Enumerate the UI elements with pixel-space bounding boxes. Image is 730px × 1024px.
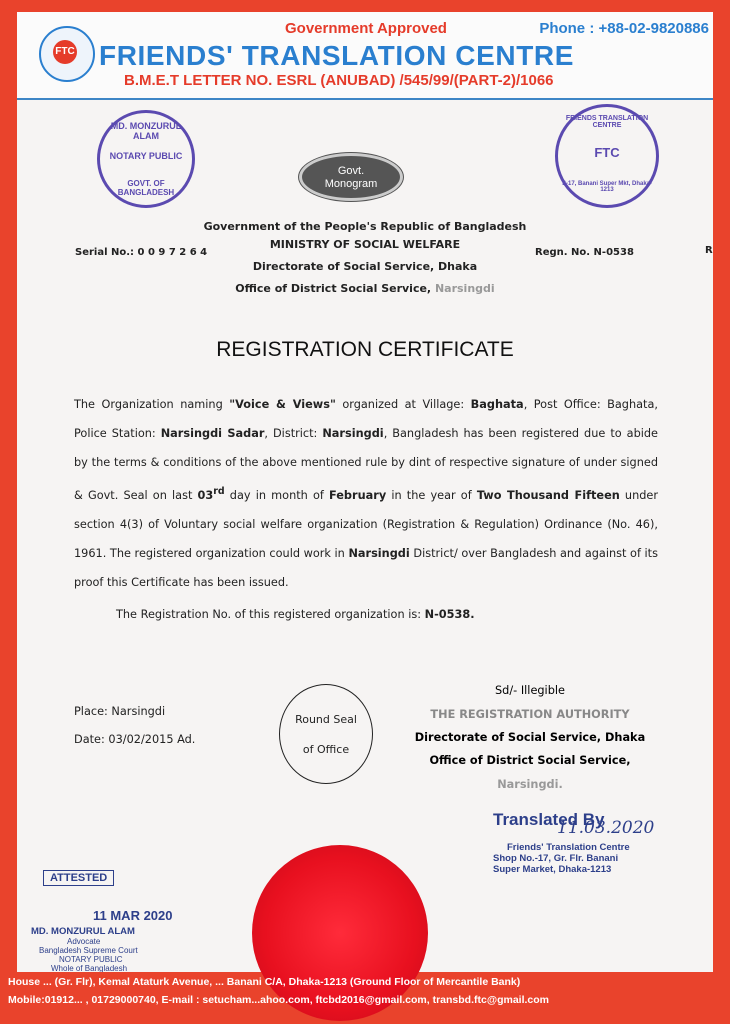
registration-line-number: N-0538. bbox=[424, 608, 475, 621]
notary-seal-mid: NOTARY PUBLIC bbox=[109, 151, 183, 161]
notary-seal-icon bbox=[97, 110, 195, 208]
gov-line1: Government of the People's Republic of Bangladesh bbox=[203, 220, 527, 233]
phone-number: Phone : +88-02-9820886 bbox=[539, 20, 709, 37]
authority-line1: Directorate of Social Service, Dhaka bbox=[414, 731, 646, 744]
monogram-line2: Monogram bbox=[324, 178, 378, 190]
certificate-body: The Organization naming "Voice & Views" organized at Village: Baghata, Post Office: Baghata, Police Station: Narsingdi Sadar, District: Narsingdi, Bangladesh has been registered due to abide by the terms & conditions of the above mentioned rule by dint of respective signature of under signed & Govt. Seal on last 03rd day in month of February in the year of Two Thousand Fifteen under section 4(3) of Voluntary social welfare organization (Registration & Regulation) Ordinance (No. 46), 1961. The registered organization could work in Narsingdi District/ over Bangladesh and against of its proof this Certificate has been issued. bbox=[74, 398, 659, 589]
translated-date: 11.03.2020 bbox=[557, 818, 655, 838]
ftc-logo-text: FTC bbox=[53, 40, 77, 64]
place: Place: Narsingdi bbox=[74, 705, 166, 718]
ftc-seal-bottom: S-17, Banani Super Mkt, Dhaka-1213 bbox=[561, 181, 653, 193]
gov-line3: Directorate of Social Service, Dhaka bbox=[252, 260, 478, 273]
authority-signature: Sd/- Illegible bbox=[495, 684, 565, 697]
government-approved: Government Approved bbox=[285, 20, 447, 37]
document-sheet bbox=[17, 12, 713, 972]
authority-block bbox=[377, 684, 683, 804]
ftc-seal-top: FRIENDS TRANSLATION CENTRE bbox=[565, 115, 649, 129]
attested-name: MD. MONZURUL ALAM bbox=[31, 926, 135, 937]
translated-label: Translated By bbox=[493, 810, 605, 829]
gov-line4-district: Narsingdi bbox=[434, 282, 495, 295]
authority-line2: Office of District Social Service, bbox=[429, 754, 631, 767]
footer-contact: Mobile:01912... , 01729000740, E-mail : setucham...ahoo.com, ftcbd2016@gmail.com, transbd.ftc@gmail.com bbox=[8, 994, 549, 1006]
registration-number: Regn. No. N-0538 bbox=[535, 247, 634, 258]
edge-letter: R bbox=[705, 245, 713, 256]
date: Date: 03/02/2015 Ad. bbox=[74, 733, 196, 746]
round-seal-line2: of Office bbox=[302, 743, 350, 756]
gov-line2: MINISTRY OF SOCIAL WELFARE bbox=[269, 238, 461, 251]
notary-seal-top: MD. MONZURUL ALAM bbox=[110, 121, 182, 141]
round-seal-line1: Round Seal bbox=[295, 713, 357, 726]
attested-date: 11 MAR 2020 bbox=[93, 908, 173, 923]
translated-line3: Super Market, Dhaka-1213 bbox=[493, 864, 612, 875]
translated-line1: Friends' Translation Centre bbox=[507, 842, 630, 853]
letter-number: B.M.E.T LETTER NO. ESRL (ANUBAD) /545/99/(PART-2)/1066 bbox=[124, 72, 554, 89]
certificate-title: REGISTRATION CERTIFICATE bbox=[216, 338, 514, 361]
authority-line3: Narsingdi. bbox=[497, 778, 563, 791]
ftc-logo-icon bbox=[39, 26, 95, 82]
registration-line bbox=[116, 608, 475, 621]
attested-stamp bbox=[27, 868, 177, 972]
registration-line-text: The Registration No. of this registered organization is: bbox=[116, 608, 425, 621]
govt-monogram bbox=[299, 153, 403, 201]
gov-line4-office: Office of District Social Service, bbox=[235, 282, 435, 295]
attested-label: ATTESTED bbox=[43, 870, 114, 886]
gov-line4 bbox=[17, 282, 713, 295]
attested-l3: NOTARY PUBLIC bbox=[59, 955, 123, 964]
attested-l2: Bangladesh Supreme Court bbox=[39, 946, 138, 955]
ftc-seal-mid: FTC bbox=[594, 145, 620, 160]
ftc-round-seal-icon bbox=[555, 104, 659, 208]
company-name: FRIENDS' TRANSLATION CENTRE bbox=[99, 40, 575, 71]
translated-by-stamp bbox=[485, 810, 675, 880]
footer-address: House ... (Gr. Flr), Kemal Ataturk Avenue, ... Banani C/A, Dhaka-1213 (Ground Floor of Mercantile Bank) bbox=[8, 976, 521, 988]
monogram-line1: Govt. bbox=[337, 165, 365, 177]
attested-l4: Whole of Bangladesh bbox=[51, 964, 128, 972]
translated-line2: Shop No.-17, Gr. Flr. Banani bbox=[493, 853, 619, 864]
notary-seal-bottom: GOVT. OF BANGLADESH bbox=[117, 179, 175, 197]
serial-number: Serial No.: 0 0 9 7 2 6 4 bbox=[75, 247, 208, 258]
authority-title: THE REGISTRATION AUTHORITY bbox=[430, 708, 630, 721]
letterhead bbox=[17, 12, 713, 100]
attested-l1: Advocate bbox=[67, 937, 101, 946]
round-seal-placeholder bbox=[279, 684, 373, 784]
